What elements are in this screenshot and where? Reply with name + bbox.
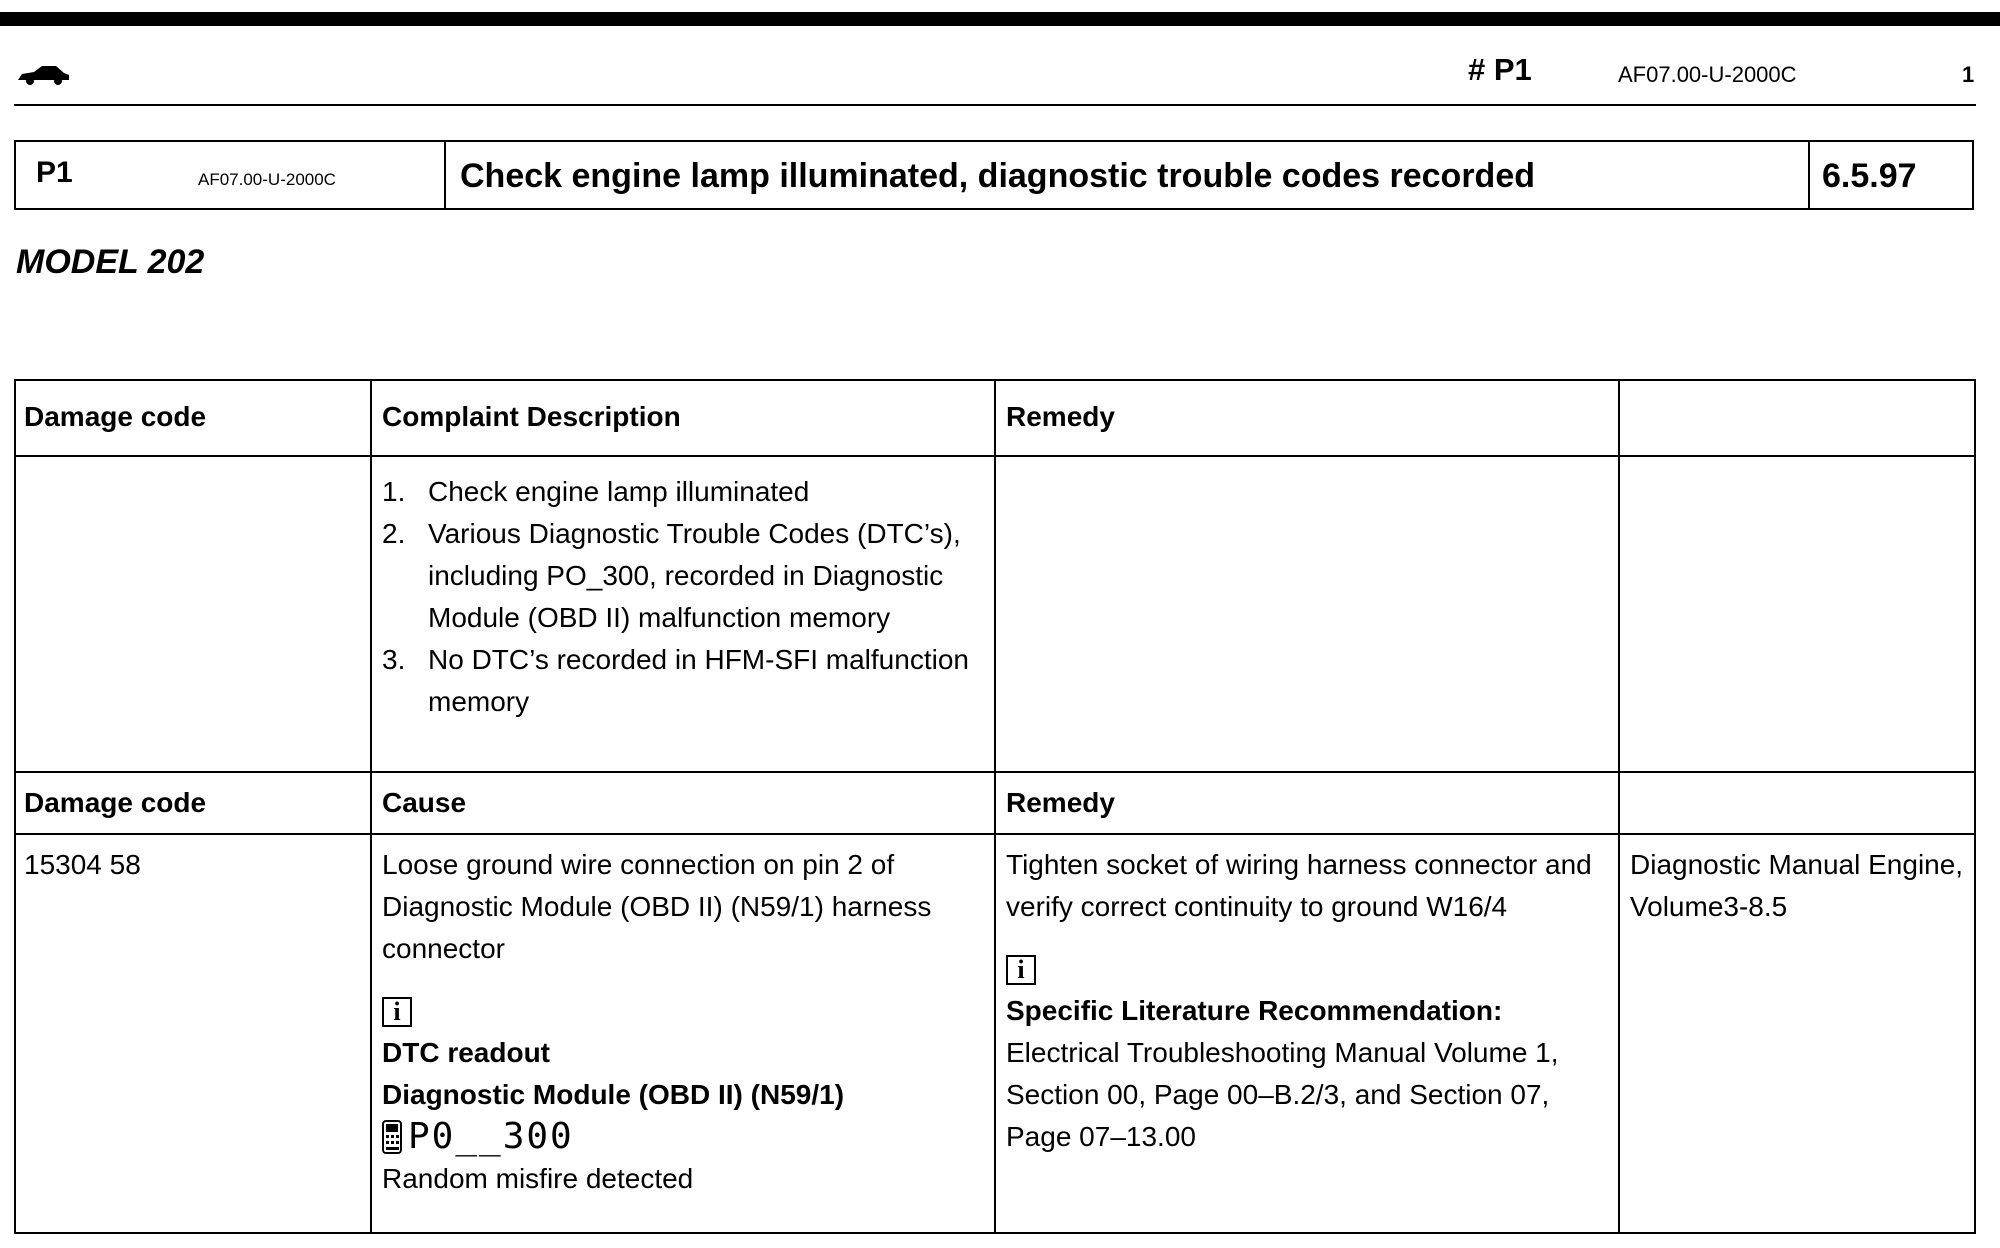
cause-text: Loose ground wire connection on pin 2 of Diagnostic Module (OBD II) (N59/1) harness connector	[382, 849, 932, 964]
remedy-text: Tighten socket of wiring harness connector and verify correct continuity to ground W16/4	[1006, 849, 1592, 922]
header-cause: Cause	[382, 787, 467, 818]
title-bar	[14, 140, 1974, 210]
dtc-code: P0__300	[408, 1116, 574, 1157]
page-title: Check engine lamp illuminated, diagnostic trouble codes recorded	[460, 157, 1536, 195]
dtc-readout	[382, 1116, 992, 1158]
list-text: Various Diagnostic Trouble Codes (DTC’s), including PO_300, recorded in Diagnostic Module (OBD II) malfunction memory	[428, 518, 961, 633]
remedy-cell	[1006, 844, 1616, 1158]
header-complaint-description: Complaint Description	[382, 401, 681, 432]
header-doc-code: AF07.00-U-2000C	[1618, 62, 1797, 87]
header-remedy: Remedy	[1006, 401, 1115, 432]
title-text-cell	[446, 142, 1810, 208]
literature-text: Electrical Troubleshooting Manual Volume 1, Section 00, Page 00–B.2/3, and Section 07, Page 07–13.00	[1006, 1037, 1559, 1152]
header-damage-code: Damage code	[24, 787, 207, 818]
header-remedy: Remedy	[1006, 787, 1115, 818]
list-item	[382, 513, 992, 639]
model-heading: MODEL 202	[16, 243, 205, 281]
info-icon-wrap	[382, 990, 992, 1032]
dtc-module: Diagnostic Module (OBD II) (N59/1)	[382, 1079, 845, 1110]
info-icon: i	[1006, 955, 1036, 985]
top-rule	[0, 12, 2000, 26]
list-text: Check engine lamp illuminated	[428, 476, 810, 507]
list-text: No DTC’s recorded in HFM-SFI malfunction memory	[428, 644, 969, 717]
list-number: 3.	[382, 644, 406, 675]
table-column-line	[370, 379, 372, 1234]
list-number: 1.	[382, 476, 406, 507]
page-number: 1	[1962, 62, 1975, 87]
title-version-cell	[1810, 142, 1976, 208]
car-icon	[16, 64, 70, 86]
table-column-line	[1974, 379, 1976, 1234]
reference-text: Diagnostic Manual Engine, Volume3-8.5	[1630, 849, 1964, 922]
dtc-readout-title: DTC readout	[382, 1037, 550, 1068]
list-item	[382, 639, 992, 723]
header-reference: # P1	[1468, 52, 1532, 87]
title-code: AF07.00-U-2000C	[198, 170, 336, 189]
complaint-list	[382, 471, 992, 723]
header-damage-code: Damage code	[24, 401, 207, 432]
title-id: P1	[36, 156, 73, 189]
header-rule	[14, 104, 1976, 106]
diagnostic-table	[14, 379, 1976, 1234]
table-column-line	[1618, 379, 1620, 1234]
info-icon: i	[382, 997, 412, 1027]
list-item	[382, 471, 992, 513]
cause-cell	[382, 844, 992, 1200]
literature-title: Specific Literature Recommendation:	[1006, 995, 1503, 1026]
table-column-line	[14, 379, 16, 1234]
scan-tool-icon	[382, 1120, 402, 1154]
table-column-line	[994, 379, 996, 1234]
info-icon-wrap	[1006, 948, 1616, 990]
version-date: 6.5.97	[1822, 157, 1917, 195]
damage-code-value: 15304 58	[24, 849, 141, 880]
reference-cell	[1630, 844, 1970, 928]
title-id-cell	[16, 142, 446, 208]
list-number: 2.	[382, 518, 406, 549]
dtc-description: Random misfire detected	[382, 1163, 694, 1194]
